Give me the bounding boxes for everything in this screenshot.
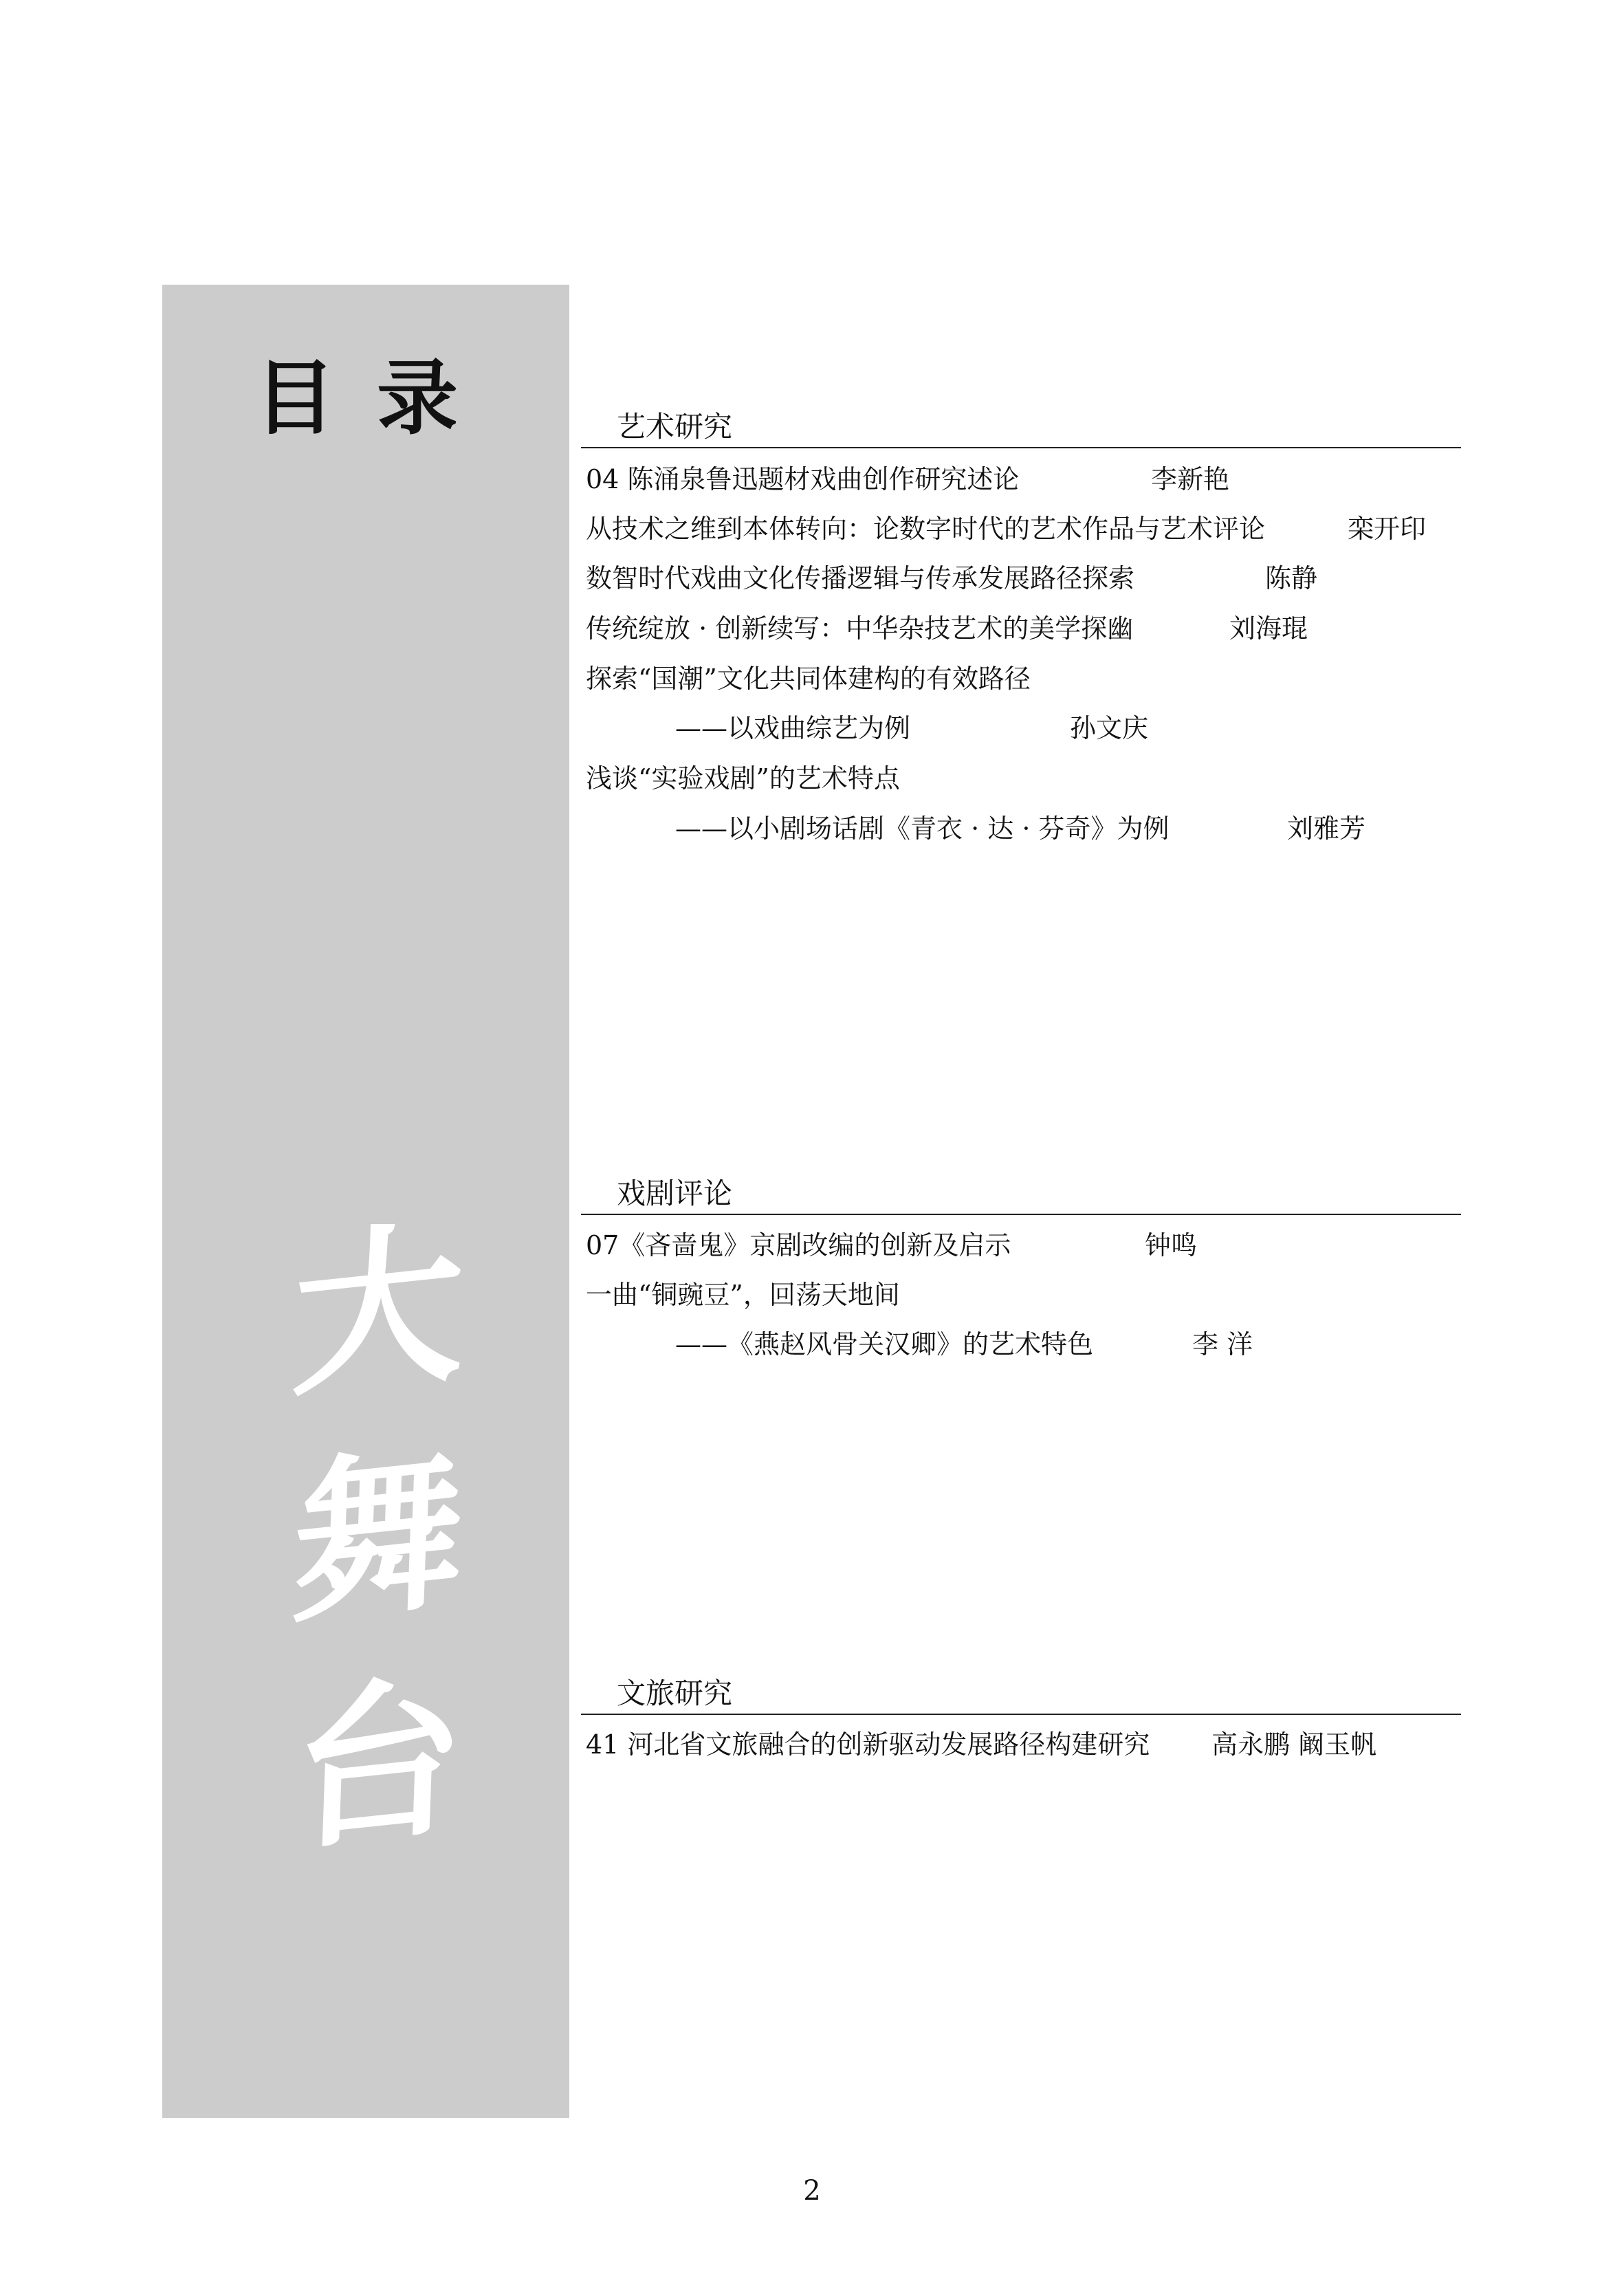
toc-entry-title[interactable]: 41 河北省文旅融合的创新驱动发展路径构建研究 bbox=[586, 1729, 1150, 1760]
section-culture-tourism bbox=[581, 1668, 1461, 1715]
toc-entry-title[interactable]: 传统绽放 · 创新续写：中华杂技艺术的美学探幽 bbox=[586, 613, 1134, 644]
toc-entry-author: 刘海琨 bbox=[1229, 613, 1308, 644]
toc-entry-title[interactable]: 数智时代戏曲文化传播逻辑与传承发展路径探索 bbox=[586, 563, 1135, 593]
toc-entry-title[interactable]: 04 陈涌泉鲁迅题材戏曲创作研究述论 bbox=[586, 464, 1020, 494]
toc-entry-subtitle[interactable]: ——以戏曲综艺为例 bbox=[675, 713, 911, 743]
section-drama-review bbox=[581, 1168, 1461, 1215]
toc-entry-author: 李 洋 bbox=[1192, 1329, 1253, 1359]
page-title: 目录 bbox=[254, 351, 500, 446]
page-number: 2 bbox=[803, 2175, 821, 2207]
toc-entry-author: 钟鸣 bbox=[1145, 1230, 1198, 1260]
section-heading-bar bbox=[581, 1668, 1461, 1715]
section-heading: 艺术研究 bbox=[617, 409, 733, 444]
brand-calligraphy bbox=[275, 1196, 481, 1877]
toc-entry-title[interactable]: 07《吝啬鬼》京剧改编的创新及启示 bbox=[586, 1230, 1011, 1260]
toc-entry-subtitle[interactable]: ——《燕赵风骨关汉卿》的艺术特色 bbox=[675, 1329, 1094, 1359]
toc-entry-author: 栾开印 bbox=[1348, 514, 1427, 544]
section-heading: 文旅研究 bbox=[617, 1676, 733, 1710]
brand-char: 台 bbox=[289, 1652, 468, 1875]
toc-entry-author: 孙文庆 bbox=[1070, 713, 1149, 743]
toc-entry-author: 高永鹏 阚玉帆 bbox=[1211, 1729, 1377, 1760]
section-art-research bbox=[581, 402, 1461, 448]
toc-entry-author: 陈静 bbox=[1265, 563, 1318, 593]
toc-entry-title[interactable]: 一曲“铜豌豆”，回荡天地间 bbox=[586, 1280, 900, 1310]
toc-entry-subtitle[interactable]: ——以小剧场话剧《青衣 · 达 · 芬奇》为例 bbox=[675, 813, 1170, 844]
toc-entry-title[interactable]: 探索“国潮”文化共同体建构的有效路径 bbox=[586, 664, 1031, 694]
section-heading: 戏剧评论 bbox=[617, 1176, 733, 1210]
toc-entry-title[interactable]: 从技术之维到本体转向：论数字时代的艺术作品与艺术评论 bbox=[586, 514, 1266, 544]
brand-char: 大 bbox=[289, 1199, 468, 1421]
section-heading-bar bbox=[581, 402, 1461, 448]
toc-entry-author: 刘雅芳 bbox=[1287, 813, 1366, 844]
toc-entry-author: 李新艳 bbox=[1151, 464, 1230, 494]
brand-char: 舞 bbox=[289, 1425, 468, 1648]
section-heading-bar bbox=[581, 1168, 1461, 1215]
toc-entry-title[interactable]: 浅谈“实验戏剧”的艺术特点 bbox=[586, 763, 900, 794]
